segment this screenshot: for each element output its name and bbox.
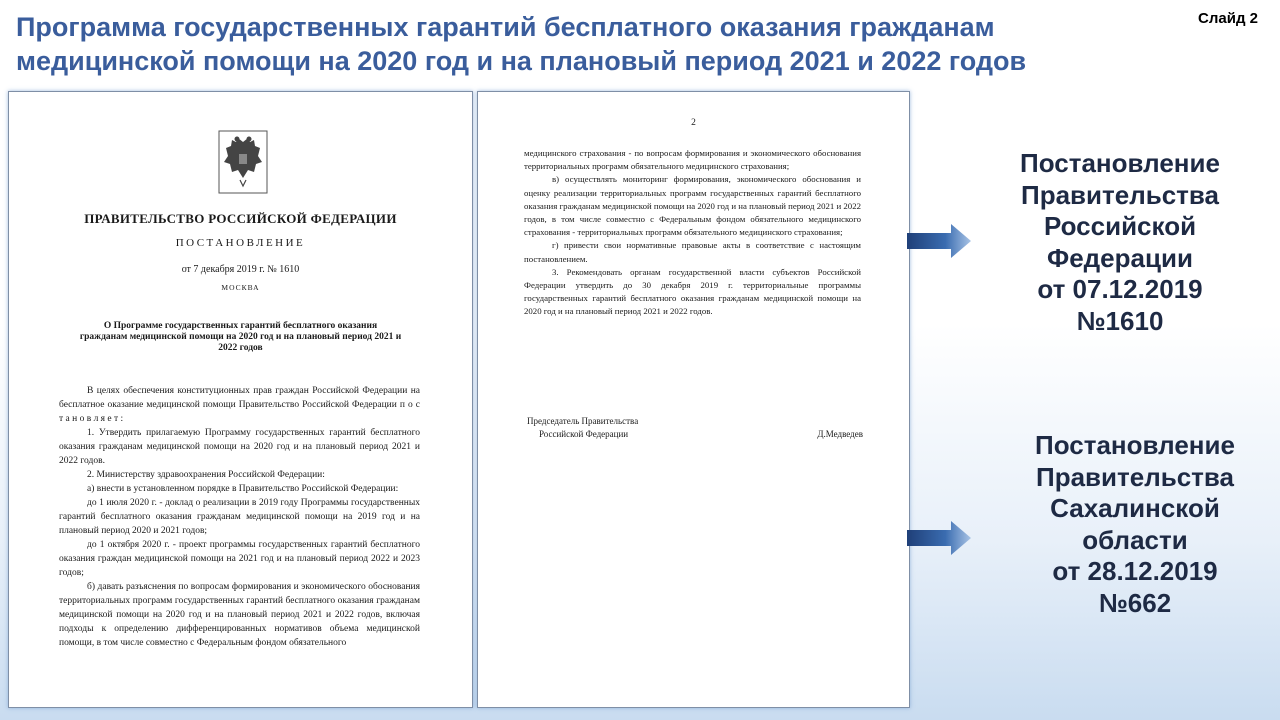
paragraph: до 1 июля 2020 г. - доклад о реализации в 2019 году Программы государственных гарантий бесплатного оказания гражданам медицинской помощи на 2019 год и на плановый период 2020 и 2021 годов; <box>59 498 420 536</box>
paragraph: В целях обеспечения конституционных прав граждан Российской Федерации на бесплатное оказание медицинской помощи Правительство Российской Федерации п о с т а н о в л я е т : <box>59 386 420 424</box>
callout-line: Постановление <box>1020 148 1220 178</box>
document-city: МОСКВА <box>221 283 260 292</box>
document-type: ПОСТАНОВЛЕНИЕ <box>175 237 306 249</box>
paragraph: а) внести в установленном порядке в Правительство Российской Федерации: <box>87 484 399 494</box>
paragraph: 2. Министерству здравоохранения Российской Федерации: <box>87 470 325 480</box>
callout-line: Федерации <box>1047 242 1193 273</box>
callout-line: №1610 <box>1076 305 1164 336</box>
signatory-name: Д.Медведев <box>817 428 863 439</box>
callout-line: №662 <box>1098 587 1172 618</box>
paragraph: 3. Рекомендовать органам государственной власти субъектов Российской Федерации утвердить до 30 декабря 2019 г. территориальные программы государственных гарантий бесплатного оказания гражданам медицинской помощи на 2020 год и на плановый период 2021 и 2022 годов. <box>524 266 861 317</box>
document-body <box>524 147 861 319</box>
signature-position: Российской Федерации <box>539 428 629 439</box>
coat-of-arms-icon <box>218 130 268 194</box>
paragraph: в) осуществлять мониторинг формирования, экономического обоснования и оценку реализации территориальных программ государственных гарантий бесплатного оказания гражданам медицинской помощи на 2020 год и на плановый период 2021 и 2022 годов, в том числе совместно с Федеральным фондом обязательного медицинского страхования - территориальных программ обязательного медицинского страхования; <box>524 174 861 238</box>
signature-block <box>527 415 863 440</box>
slide-title: Программа государственных гарантий бесплатного оказания гражданам медицинской помощи на 2020 год и на плановый период 2021 и 2022 годов <box>16 12 1027 76</box>
callout-line: Российской <box>1043 211 1197 241</box>
arrow-right-icon <box>907 521 971 555</box>
paragraph: б) давать разъяснения по вопросам формирования и экономического обоснования территориальных программ государственных гарантий бесплатного оказания гражданам медицинской помощи на 2020 год и на плановый период 2021 и 2022 годов, включая подходы к определению дифференцированных нормативов объема медицинской помощи, в том числе совместно с Федеральным фондом обязательного <box>59 582 420 648</box>
document-subject: О Программе государственных гарантий бесплатного оказания гражданам медицинской помощи на 2020 год и на плановый период 2021 и 2022 годов <box>79 321 402 353</box>
document-body <box>59 384 420 650</box>
signature-position: Председатель Правительства <box>527 416 639 426</box>
document-date-number: от 7 декабря 2019 г. № 1610 <box>181 264 300 275</box>
slide-number: Слайд 2 <box>1198 10 1258 27</box>
paragraph: медицинского страхования - по вопросам формирования и экономического обоснования территориальных программ обязательного медицинского страхования; <box>524 148 861 172</box>
paragraph: 1. Утвердить прилагаемую Программу государственных гарантий бесплатного оказания гражданам медицинской помощи на 2020 год и на плановый период 2021 и 2022 годов. <box>59 428 420 466</box>
callout-line: области <box>1082 524 1188 555</box>
callout-line: Правительства <box>1021 179 1219 210</box>
callout-line: Правительства <box>1036 461 1234 492</box>
callout-line: от 28.12.2019 <box>1052 556 1218 586</box>
document-page-2 <box>477 91 910 708</box>
callout-line: от 07.12.2019 <box>1037 274 1203 304</box>
callout-line: Сахалинской <box>1050 493 1220 523</box>
callout-sakhalin-resolution <box>1000 430 1270 619</box>
paragraph: г) привести свои нормативные правовые акты в соответствие с настоящим постановлением. <box>524 240 861 264</box>
arrow-right-icon <box>907 224 971 258</box>
government-name: ПРАВИТЕЛЬСТВО РОССИЙСКОЙ ФЕДЕРАЦИИ <box>84 211 397 226</box>
document-page-1 <box>8 91 473 708</box>
paragraph: до 1 октября 2020 г. - проект программы государственных гарантий бесплатного оказания граждан медицинской помощи на 2021 год и на плановый период 2022 и 2023 годов; <box>59 540 420 578</box>
page-number: 2 <box>691 118 696 128</box>
callout-federal-resolution <box>980 148 1260 337</box>
callout-line: Постановление <box>1035 430 1235 460</box>
